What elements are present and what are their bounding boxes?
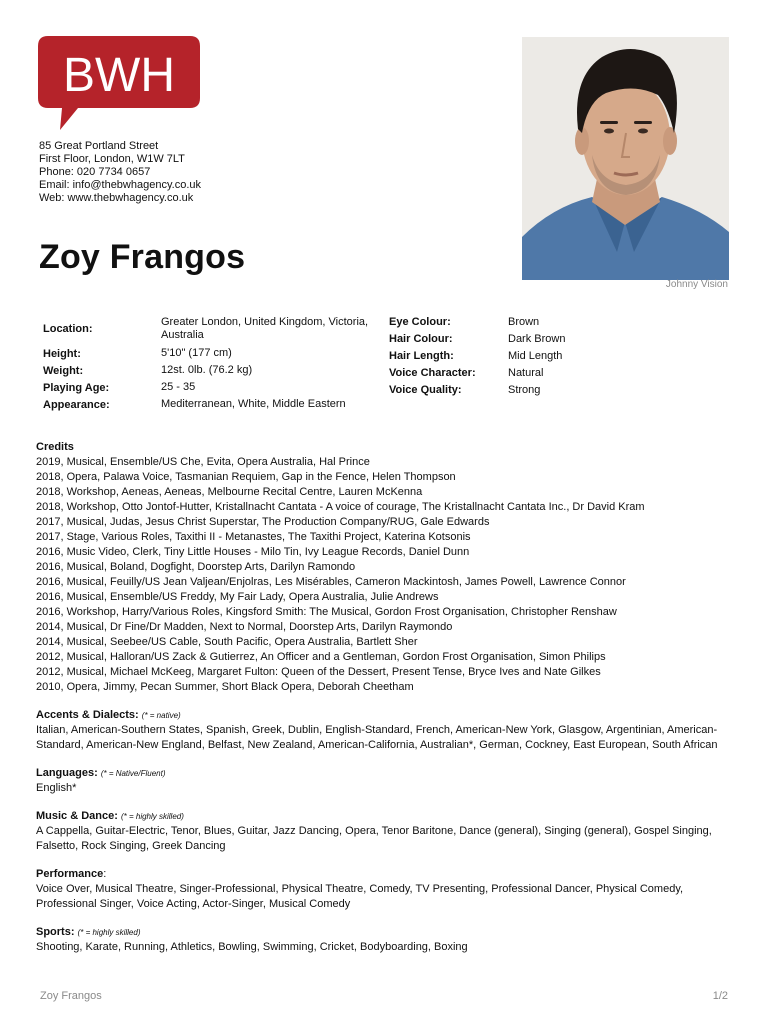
attribute-value: 25 - 35 [161,381,196,393]
attribute-label: Playing Age: [43,381,110,394]
languages-header: Languages: (* = Native/Fluent) [36,767,166,779]
attribute-row-appearance [43,396,383,413]
credit-item: 2016, Musical, Ensemble/US Freddy, My Fair Lady, Opera Australia, Julie Andrews [36,591,439,603]
footer-name: Zoy Frangos [40,990,102,1002]
agency-contact [39,140,201,205]
attribute-value: 5'10" (177 cm) [161,347,232,359]
languages-note: (* = Native/Fluent) [100,769,166,778]
attribute-value: Natural [508,366,544,379]
credit-item: 2010, Opera, Jimmy, Pecan Summer, Short Black Opera, Deborah Cheetham [36,681,414,693]
agency-address-line1: 85 Great Portland Street [39,140,159,152]
attribute-row-weight [43,362,383,379]
attribute-value: Dark Brown [508,332,566,345]
attribute-row-hair-colour [389,330,609,347]
accents-heading: Accents & Dialects [36,709,136,721]
credit-item: 2018, Workshop, Otto Jontof-Hutter, Kristallnacht Cantata - A voice of courage, The Kristallnacht Cantata Inc., Dr David Kram [36,501,645,513]
performance-header: Performance: [36,868,107,880]
headshot-photo [522,37,729,280]
languages-text: English* [36,782,77,794]
sports-text: Shooting, Karate, Running, Athletics, Bowling, Swimming, Cricket, Bodyboarding, Boxing [36,941,468,953]
attribute-label: Weight: [43,364,84,377]
attribute-row-voice-quality [389,381,609,398]
attribute-value: Mid Length [508,349,563,362]
agency-web[interactable]: Web: www.thebwhagency.co.uk [39,192,194,204]
credit-item: 2018, Opera, Palawa Voice, Tasmanian Requiem, Gap in the Fence, Helen Thompson [36,471,456,483]
sports-heading: Sports [36,926,71,938]
page-number: 1/2 [712,990,728,1002]
attributes-right [389,313,609,398]
sports-note: (* = highly skilled) [77,928,141,937]
attribute-label: Height: [43,347,81,360]
credit-item: 2016, Musical, Boland, Dogfight, Doorstep Arts, Darilyn Ramondo [36,561,356,573]
logo-text: BWH [63,49,175,102]
credit-item: 2018, Workshop, Aeneas, Aeneas, Melbourne Recital Centre, Lauren McKenna [36,486,423,498]
credit-item: 2016, Music Video, Clerk, Tiny Little Houses - Milo Tin, Ivy League Records, Daniel Dunn [36,546,470,558]
agency-email[interactable]: Email: info@thebwhagency.co.uk [39,179,201,191]
credit-item: 2017, Musical, Judas, Jesus Christ Superstar, The Production Company/RUG, Gale Edwards [36,516,490,528]
attribute-row-eye-colour [389,313,609,330]
attribute-value: Greater London, United Kingdom, Victoria, Australia [161,316,369,341]
credit-item: 2012, Musical, Halloran/US Zack & Gutierrez, An Officer and a Gentleman, Gordon Frost Organisation, Simon Philips [36,651,606,663]
credit-item: 2014, Musical, Seebee/US Cable, South Pacific, Opera Australia, Bartlett Sher [36,636,418,648]
photo-credit: Johnny Vision [665,279,728,290]
accents-header: Accents & Dialects: (* = native) [36,709,181,721]
attribute-row-height [43,345,383,362]
attribute-row-playing-age [43,379,383,396]
credit-item: 2017, Stage, Various Roles, Taxithi II - Metanastes, The Taxithi Project, Katerina Kotsonis [36,531,471,543]
credit-item: 2019, Musical, Ensemble/US Che, Evita, Opera Australia, Hal Prince [36,456,370,468]
attribute-row-location [43,313,383,345]
music-note: (* = highly skilled) [120,812,184,821]
credits-heading: Credits [36,441,74,453]
credit-item: 2016, Workshop, Harry/Various Roles, Kingsford Smith: The Musical, Gordon Frost Organisation, Christopher Renshaw [36,606,617,618]
credit-item: 2016, Musical, Feuilly/US Jean Valjean/Enjolras, Les Misérables, Cameron Mackintosh, James Powell, Lawrence Connor [36,576,626,588]
attribute-value: Brown [508,315,540,328]
sports-header: Sports: (* = highly skilled) [36,926,141,938]
attribute-row-hair-length [389,347,609,364]
attribute-label: Hair Colour: [389,332,453,345]
credit-item: 2012, Musical, Michael McKeeg, Margaret Fulton: Queen of the Dessert, Present Tense, Bryce Ives and Nate Gilkes [36,666,601,678]
attribute-value: Strong [508,383,541,396]
performance-heading: Performance [36,868,104,880]
cv-sections [36,440,736,955]
accents-text: Italian, American-Southern States, Spanish, Greek, Dublin, English-Standard, French, American-New York, Glasgow, Argentinian, American-Standard, American-New England, Belfast, New Zealand, American-California, Australian*, German, Cockney, East European, South African [36,724,718,751]
languages-heading: Languages [36,767,95,779]
agency-logo [38,36,200,132]
attribute-row-voice-character [389,364,609,381]
credit-item: 2014, Musical, Dr Fine/Dr Madden, Next to Normal, Doorstep Arts, Darilyn Raymondo [36,621,453,633]
attribute-label: Eye Colour: [389,315,451,328]
actor-name: Zoy Frangos [39,238,246,276]
attribute-label: Location: [43,323,93,335]
attribute-label: Hair Length: [389,349,454,362]
agency-address-line2: First Floor, London, W1W 7LT [39,153,185,165]
performance-text: Voice Over, Musical Theatre, Singer-Professional, Physical Theatre, Comedy, TV Presenting, Professional Dancer, Physical Comedy, Professional Singer, Voice Acting, Actor-Singer, Musical Comedy [36,883,684,910]
attribute-label: Voice Quality: [389,383,462,396]
attribute-value: Mediterranean, White, Middle Eastern [161,398,346,410]
attributes-left [43,313,383,413]
attribute-label: Voice Character: [389,366,476,379]
attribute-label: Appearance: [43,398,110,411]
agency-phone: Phone: 020 7734 0657 [39,166,151,178]
music-text: A Cappella, Guitar-Electric, Tenor, Blues, Guitar, Jazz Dancing, Opera, Tenor Baritone, Dance (general), Singing (general), Gospel Singing, Falsetto, Rock Singing, Greek Dancing [36,825,712,852]
music-header: Music & Dance: (* = highly skilled) [36,810,184,822]
attribute-value: 12st. 0lb. (76.2 kg) [161,364,253,376]
music-heading: Music & Dance [36,810,115,822]
credits-list [36,455,736,695]
accents-note: (* = native) [141,711,181,720]
